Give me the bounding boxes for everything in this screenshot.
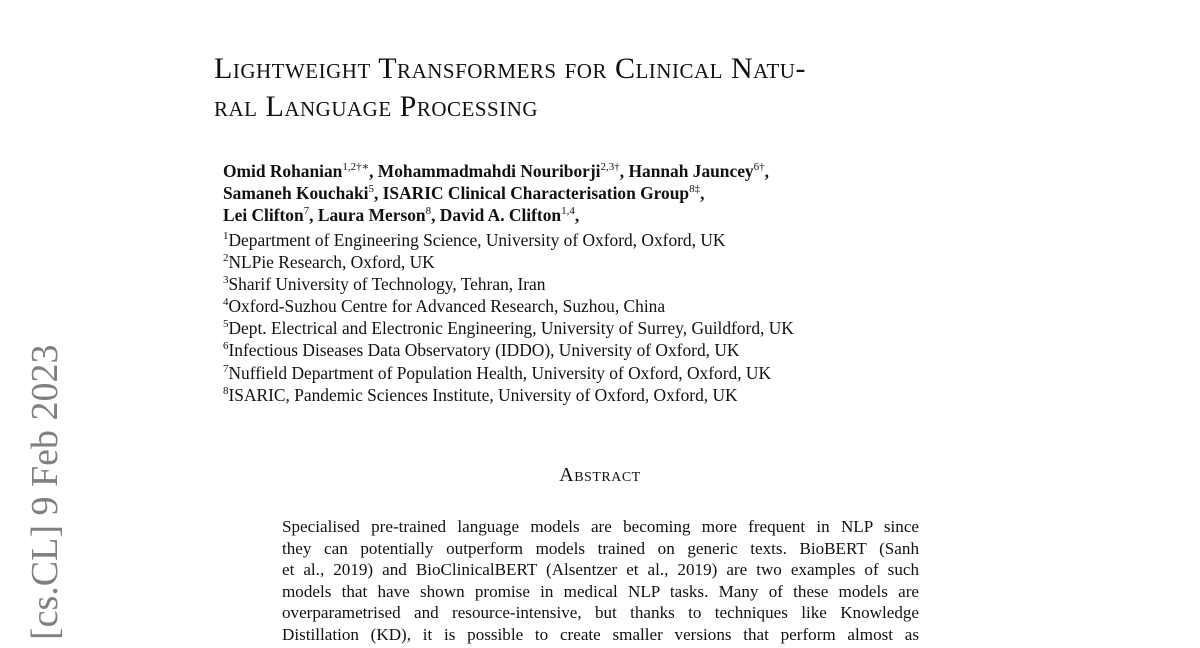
author-affil-marker: 1,4 xyxy=(561,205,575,218)
abstract-line: et al., 2019) and BioClinicalBERT (Alsentzer et al., 2019) are two examples of such xyxy=(282,560,919,579)
author-affil-marker: 1,2†∗ xyxy=(342,161,370,174)
affiliation-item xyxy=(223,251,794,273)
author-name: Laura Merson xyxy=(317,205,426,225)
affiliation-number: 1 xyxy=(223,230,229,243)
author-line xyxy=(223,204,769,226)
author-separator: , xyxy=(700,183,705,203)
abstract-line: Distillation (KD), it is possible to create smaller versions that perform almost as xyxy=(282,624,919,644)
affiliation-item xyxy=(223,317,794,339)
author-separator: , xyxy=(369,161,378,181)
abstract-body xyxy=(282,516,919,645)
author-list xyxy=(223,160,769,226)
affiliation-number: 5 xyxy=(223,318,229,331)
abstract-line: overparametrised and resource-intensive, but thanks to techniques like Knowledge xyxy=(282,603,919,622)
affiliation-text: Oxford-Suzhou Centre for Advanced Research, Suzhou, China xyxy=(228,296,666,317)
author-affil-marker: 5 xyxy=(368,183,374,196)
author-name: Mohammadmahdi Nouriborji xyxy=(377,161,601,181)
affiliation-number: 4 xyxy=(223,296,229,309)
affiliation-number: 3 xyxy=(223,274,229,287)
arxiv-identifier-stamp: [cs.CL] 9 Feb 2023 xyxy=(24,344,66,640)
affiliation-text: Nuffield Department of Population Health, University of Oxford, Oxford, UK xyxy=(228,362,772,383)
paper-title xyxy=(214,50,1014,126)
paper-title-line-1: Lightweight Transformers for Clinical Natu- xyxy=(214,52,806,85)
author-affil-marker: 8‡ xyxy=(689,183,701,196)
abstract-heading: Abstract xyxy=(559,464,641,486)
author-affil-marker: 7 xyxy=(303,205,310,218)
author-separator: , xyxy=(309,205,318,225)
author-name: Omid Rohanian xyxy=(223,161,343,181)
author-line xyxy=(223,182,769,204)
affiliation-item xyxy=(223,295,794,317)
affiliation-item xyxy=(223,384,794,406)
author-separator: , xyxy=(431,205,440,225)
author-separator: , xyxy=(373,183,383,203)
author-name: David A. Clifton xyxy=(439,205,562,225)
affiliation-text: Sharif University of Technology, Tehran, Iran xyxy=(228,274,546,295)
affiliation-text: ISARIC, Pandemic Sciences Institute, University of Oxford, Oxford, UK xyxy=(228,384,738,405)
affiliation-text: Dept. Electrical and Electronic Engineering, University of Surrey, Guildford, UK xyxy=(228,318,794,339)
affiliation-number: 2 xyxy=(223,252,229,265)
affiliation-number: 8 xyxy=(223,384,229,397)
author-affil-marker: 6† xyxy=(753,161,765,174)
affiliation-number: 6 xyxy=(223,340,229,353)
affiliation-item xyxy=(223,339,794,361)
author-separator: , xyxy=(764,161,769,181)
affiliation-list xyxy=(223,229,794,406)
author-affil-marker: 2,3† xyxy=(600,161,620,174)
author-name: Hannah Jauncey xyxy=(628,161,754,181)
affiliation-item xyxy=(223,273,794,295)
affiliation-text: Department of Engineering Science, University of Oxford, Oxford, UK xyxy=(228,230,726,250)
abstract-line: they can potentially outperform models trained on generic texts. BioBERT (Sanh xyxy=(282,538,919,558)
affiliation-item xyxy=(223,362,794,384)
author-affil-marker: 8 xyxy=(425,205,432,218)
author-name: Samaneh Kouchaki xyxy=(223,183,369,203)
abstract-line: models that have shown promise in medical NLP tasks. Many of these models are xyxy=(282,581,919,601)
author-name: Lei Clifton xyxy=(223,205,304,225)
author-separator: , xyxy=(619,161,629,181)
affiliation-number: 7 xyxy=(223,362,229,375)
affiliation-text: Infectious Diseases Data Observatory (IDDO), University of Oxford, UK xyxy=(228,340,740,361)
affiliation-text: NLPie Research, Oxford, UK xyxy=(228,252,435,273)
author-line xyxy=(223,160,769,182)
paper-title-line-2: ral Language Processing xyxy=(214,90,539,123)
abstract-line: Specialised pre-trained language models are becoming more frequent in NLP since xyxy=(282,517,919,536)
author-separator: , xyxy=(574,205,580,225)
author-name: ISARIC Clinical Characterisation Group xyxy=(382,183,690,203)
affiliation-item xyxy=(223,229,794,251)
